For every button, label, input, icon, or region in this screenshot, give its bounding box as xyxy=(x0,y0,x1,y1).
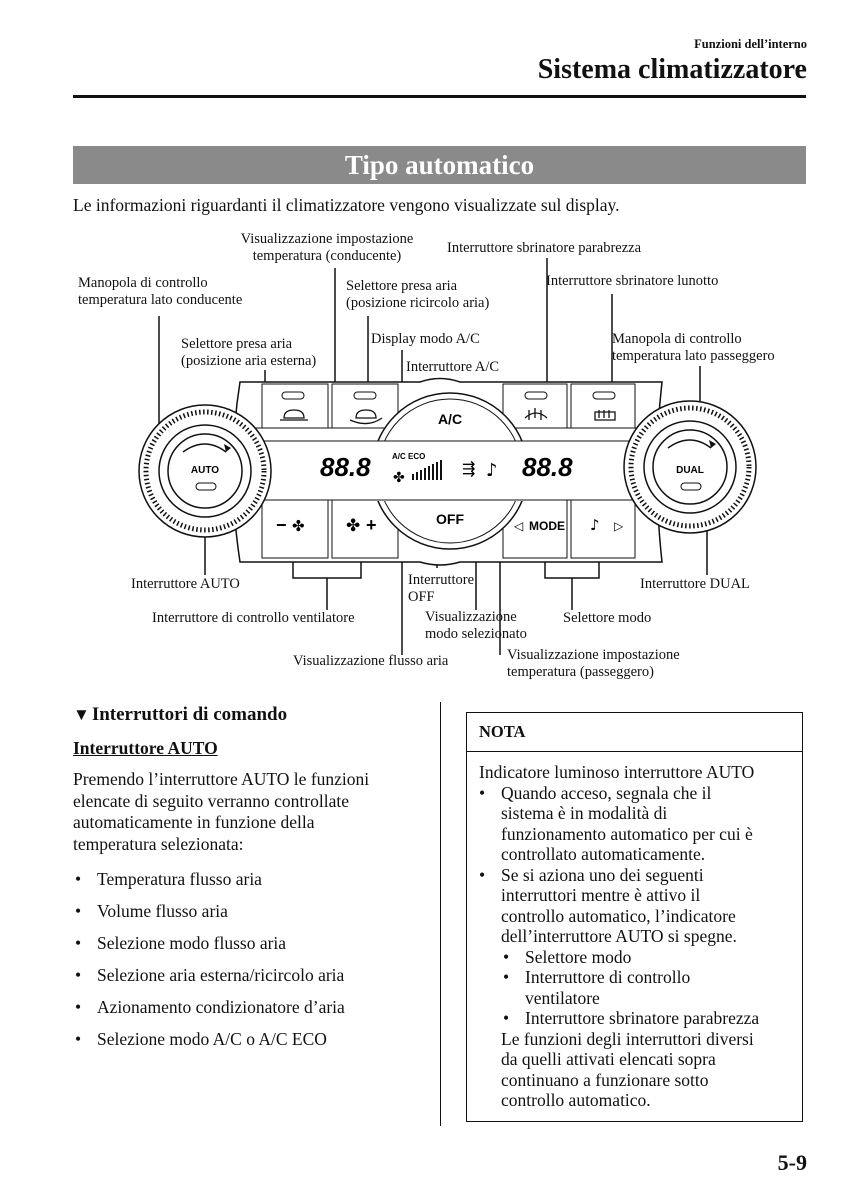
list-item: • Selezione modo A/C o A/C ECO xyxy=(75,1029,327,1049)
auto-paragraph: Premendo l’interruttore AUTO le funzioni elencate di seguito verranno controllate automaticamente in funzione della temperatura selezionata: xyxy=(73,769,370,854)
callout-mode-display-1: Visualizzazione xyxy=(425,609,517,625)
callout-mode-display-2: modo selezionato xyxy=(425,626,527,642)
callout-recirc-selector-2: (posizione ricircolo aria) xyxy=(346,295,490,311)
callout-mode-selector: Selettore modo xyxy=(563,610,652,626)
triangle-icon: ▼ xyxy=(73,705,90,724)
nota-bullet: • Se si aziona uno dei seguenti interruttori mentre è attivo il controllo automatico, l’indicatore dell’interruttore AUTO si spegne. xyxy=(479,864,737,946)
intro-text: Le informazioni riguardanti il climatizzatore vengono visualizzate sul display. xyxy=(73,195,620,215)
temp-display-passenger: 88.8 xyxy=(522,452,573,482)
callout-off-switch-2: OFF xyxy=(408,589,435,605)
callout-fresh-selector-1: Selettore presa aria xyxy=(181,336,293,352)
mode-right-arrow-icon: ▷ xyxy=(614,519,624,533)
nota-sub-bullet: • Interruttore di controllo ventilatore xyxy=(503,967,691,1008)
callout-temp-set-passenger-1: Visualizzazione impostazione xyxy=(507,647,680,663)
callout-fan-control: Interruttore di controllo ventilatore xyxy=(152,610,355,626)
callout-ac-mode-display: Display modo A/C xyxy=(371,331,480,347)
list-item: • Temperatura flusso aria xyxy=(75,869,262,889)
fan-small-icon: ✤ xyxy=(292,517,305,535)
callout-temp-knob-passenger-2: temperatura lato passeggero xyxy=(612,348,775,364)
callout-temp-knob-passenger-1: Manopola di controllo xyxy=(612,331,742,347)
callout-fresh-selector-2: (posizione aria esterna) xyxy=(181,353,317,369)
callout-ac-switch: Interruttore A/C xyxy=(406,359,500,375)
fan-display-icon: ✤ xyxy=(393,470,405,486)
page-title: Sistema climatizzatore xyxy=(537,54,807,85)
nota-sub-bullet: • Interruttore sbrinatore parabrezza xyxy=(503,1008,760,1028)
list-item: • Selezione modo flusso aria xyxy=(75,933,287,953)
ac-eco-indicator: A/C ECO xyxy=(392,452,426,461)
nota-box xyxy=(466,712,803,1122)
fan-minus-button[interactable]: − xyxy=(276,515,287,535)
column-divider xyxy=(440,702,441,1126)
callout-airflow-display: Visualizzazione flusso aria xyxy=(293,653,449,669)
nota-intro: Indicatore luminoso interruttore AUTO xyxy=(479,762,755,782)
auto-button[interactable]: AUTO xyxy=(190,465,220,476)
nota-bullet: • Quando acceso, segnala che il sistema è in modalità di funzionamento automatico per cui è controllato automaticamente. xyxy=(479,782,753,864)
callout-off-switch-1: Interruttore xyxy=(408,572,475,588)
callout-windshield-defroster: Interruttore sbrinatore parabrezza xyxy=(447,240,642,256)
callout-dual-switch: Interruttore DUAL xyxy=(640,576,750,592)
nota-body xyxy=(467,752,802,1111)
mode-selector-button[interactable]: MODE xyxy=(529,519,565,533)
dual-button[interactable]: DUAL xyxy=(676,465,704,476)
callout-recirc-selector-1: Selettore presa aria xyxy=(346,278,458,294)
auto-function-list xyxy=(73,863,413,1055)
mode-left-arrow-icon: ◁ xyxy=(514,519,524,533)
ac-button[interactable]: A/C xyxy=(437,411,463,427)
callout-temp-set-driver-1: Visualizzazione impostazione xyxy=(240,231,414,247)
callout-temp-set-passenger-2: temperatura (passeggero) xyxy=(507,664,654,680)
section-banner: Tipo automatico xyxy=(73,146,806,184)
callout-rear-defroster: Interruttore sbrinatore lunotto xyxy=(546,273,719,289)
left-column xyxy=(73,704,413,1055)
fan-large-icon: ✤ xyxy=(346,516,361,536)
nota-sub-bullet: • Selettore modo xyxy=(503,946,632,967)
subheading: Interruttore AUTO xyxy=(73,738,218,758)
temp-display-driver: 88.8 xyxy=(320,452,371,482)
off-button[interactable]: OFF xyxy=(436,511,464,527)
airflow-display-icon: ♪ xyxy=(486,460,498,481)
defrost-mode-display-icon: ⇶ xyxy=(462,459,476,478)
list-item: • Volume flusso aria xyxy=(75,901,228,921)
airflow-mode-icon: ♪ xyxy=(590,516,600,534)
list-item: • Selezione aria esterna/ricircolo aria xyxy=(75,965,345,985)
callout-temp-knob-driver-1: Manopola di controllo xyxy=(78,275,208,291)
nota-tail: Le funzioni degli interruttori diversi da quelli attivati elencati sopra continuano a funzionare sotto controllo automatico. xyxy=(501,1028,754,1110)
section-label: Funzioni dell’interno xyxy=(694,37,807,51)
callout-temp-set-driver-2: temperatura (conducente) xyxy=(252,248,402,264)
fan-plus-button[interactable]: + xyxy=(366,515,377,535)
callout-temp-knob-driver-2: temperatura lato conducente xyxy=(78,292,243,308)
callout-auto-switch: Interruttore AUTO xyxy=(131,576,240,592)
page-number: 5-9 xyxy=(777,1150,807,1175)
list-item: • Azionamento condizionatore d’aria xyxy=(75,997,345,1017)
section-heading: ▼ Interruttori di comando xyxy=(73,704,288,725)
nota-title: NOTA xyxy=(467,713,802,752)
